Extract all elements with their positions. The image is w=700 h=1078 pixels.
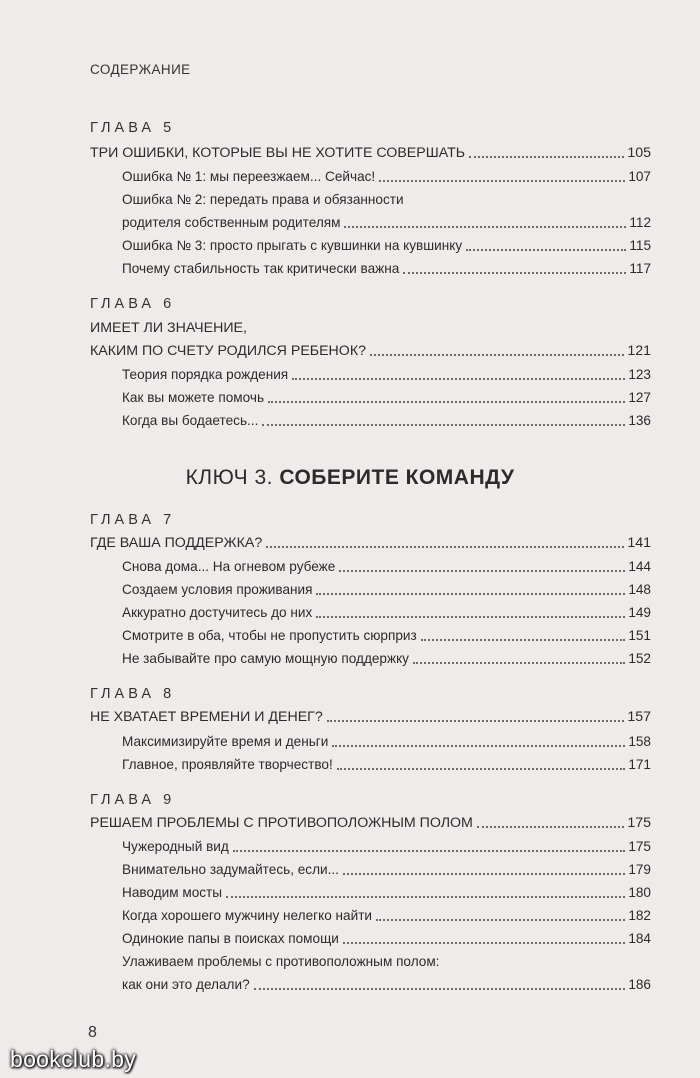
toc-entry (122, 650, 651, 668)
toc-entry-title: ГДЕ ВАША ПОДДЕРЖКА? (90, 535, 263, 551)
running-head: СОДЕРЖАНИЕ (90, 62, 191, 77)
toc-page-number: 184 (628, 931, 651, 946)
dot-leader (316, 615, 625, 618)
toc-entry (90, 814, 651, 832)
toc-entry (90, 708, 651, 726)
toc-page-number: 121 (627, 343, 651, 359)
toc-page-number: 171 (628, 757, 651, 772)
toc-entry-title: Наводим мосты (122, 885, 223, 900)
page-number: 8 (88, 1024, 97, 1041)
chapter-label: ГЛАВА 8 (90, 686, 176, 702)
dot-leader (262, 423, 625, 426)
dot-leader (327, 719, 625, 722)
dot-leader (268, 400, 625, 403)
toc-entry-title: Ошибка № 2: передать права и обязанности (122, 192, 404, 207)
toc-entry (122, 907, 651, 925)
dot-leader (344, 225, 626, 228)
dot-leader (413, 661, 625, 664)
toc-page-number: 182 (628, 908, 651, 923)
toc-page-number: 144 (628, 559, 651, 574)
toc-page-number: 123 (628, 367, 651, 382)
toc-entry-title: Главное, проявляйте творчество! (122, 757, 333, 772)
toc-entry (122, 260, 651, 278)
toc-entry (122, 884, 651, 902)
toc-entry-title: ИМЕЕТ ЛИ ЗНАЧЕНИЕ, (90, 320, 247, 336)
toc-page-number: 112 (629, 215, 651, 230)
dot-leader (379, 179, 625, 182)
dot-leader (266, 545, 624, 548)
dot-leader (316, 592, 625, 595)
toc-page-number: 148 (628, 582, 651, 597)
toc-entry-title: НЕ ХВАТАЕТ ВРЕМЕНИ И ДЕНЕГ? (90, 709, 323, 725)
chapter-label: ГЛАВА 9 (90, 792, 176, 808)
toc-entry (122, 733, 651, 751)
dot-leader (343, 941, 625, 944)
toc-page-number: 136 (628, 413, 651, 428)
toc-page-number: 107 (628, 169, 651, 184)
dot-leader (226, 895, 625, 898)
toc-entry (122, 581, 651, 599)
dot-leader (469, 155, 624, 158)
toc-entry (122, 168, 651, 186)
toc-entry-title: РЕШАЕМ ПРОБЛЕМЫ С ПРОТИВОПОЛОЖНЫМ ПОЛОМ (90, 815, 473, 831)
toc-page-number: 179 (628, 862, 651, 877)
toc-entry-title: Ошибка № 1: мы переезжаем... Сейчас! (122, 169, 376, 184)
toc-entry-title: Смотрите в оба, чтобы не пропустить сюрприз (122, 628, 417, 643)
chapter-label: ГЛАВА 6 (90, 296, 176, 312)
toc-page-number: 141 (627, 535, 651, 551)
toc-entry (122, 366, 651, 384)
toc-entry-title: Когда хорошего мужчину нелегко найти (122, 908, 373, 923)
toc-entry (122, 214, 651, 232)
toc-page-number: 180 (628, 885, 651, 900)
toc-page-number: 152 (628, 651, 651, 666)
toc-entry-title: Теория порядка рождения (122, 367, 289, 382)
toc-entry (122, 412, 651, 430)
section-heading (0, 466, 700, 490)
section-prefix: КЛЮЧ 3. (185, 466, 273, 489)
toc-entry (122, 389, 651, 407)
toc-entry-title: Почему стабильность так критически важна (122, 261, 400, 276)
dot-leader (332, 744, 625, 747)
dot-leader (466, 248, 626, 251)
toc-page-number: 158 (628, 734, 651, 749)
toc-page-number: 175 (627, 815, 651, 831)
toc-entry-title: Чужеродный вид (122, 839, 229, 854)
chapter-label: ГЛАВА 5 (90, 120, 176, 136)
toc-entry (122, 756, 651, 774)
toc-page-number: 149 (628, 605, 651, 620)
toc-entry (122, 627, 651, 645)
dot-leader (233, 849, 626, 852)
toc-entry (122, 558, 651, 576)
toc-entry-title: Ошибка № 3: просто прыгать с кувшинки на кувшинку (122, 238, 463, 253)
toc-entry-title: Как вы можете помочь (122, 390, 265, 405)
toc-page-number: 151 (628, 628, 651, 643)
dot-leader (403, 271, 626, 274)
dot-leader (376, 918, 625, 921)
dot-leader (370, 353, 624, 356)
dot-leader (343, 872, 625, 875)
dot-leader (339, 569, 625, 572)
toc-entry (122, 604, 651, 622)
toc-entry-title: родителя собственным родителям (122, 215, 341, 230)
chapter-label: ГЛАВА 7 (90, 512, 176, 528)
dot-leader (421, 638, 626, 641)
toc-entry-title: КАКИМ ПО СЧЕТУ РОДИЛСЯ РЕБЕНОК? (90, 343, 366, 359)
toc-entry-title: Снова дома... На огневом рубеже (122, 559, 336, 574)
toc-entry-title: Максимизируйте время и деньги (122, 734, 329, 749)
toc-page-number: 157 (627, 709, 651, 725)
toc-page-number: 175 (628, 839, 651, 854)
toc-entry-title: ТРИ ОШИБКИ, КОТОРЫЕ ВЫ НЕ ХОТИТЕ СОВЕРШАТЬ (90, 145, 466, 161)
dot-leader (337, 767, 626, 770)
toc-entry (90, 144, 651, 162)
toc-page-number: 115 (629, 238, 651, 253)
toc-entry-title: Создаем условия проживания (122, 582, 313, 597)
toc-page-number: 127 (628, 390, 651, 405)
toc-entry (90, 534, 651, 552)
toc-entry-title: как они это делали? (122, 977, 250, 992)
toc-entry (122, 930, 651, 948)
toc-entry-title: Не забывайте про самую мощную поддержку (122, 651, 409, 666)
toc-entry-title: Внимательно задумайтесь, если... (122, 862, 339, 877)
dot-leader (477, 825, 624, 828)
toc-entry (90, 342, 651, 360)
toc-entry (122, 861, 651, 879)
toc-page-number: 186 (628, 977, 651, 992)
toc-page-number: 105 (627, 145, 651, 161)
watermark: bookclub.by (10, 1046, 137, 1072)
toc-entry-title: Улаживаем проблемы с противоположным полом: (122, 954, 440, 969)
dot-leader (254, 987, 626, 990)
toc-page-number: 117 (629, 261, 651, 276)
toc-entry (122, 838, 651, 856)
toc-entry (122, 237, 651, 255)
toc-entry (122, 976, 651, 994)
dot-leader (292, 377, 625, 380)
toc-entry-title: Когда вы бодаетесь... (122, 413, 259, 428)
toc-entry-title: Аккуратно достучитесь до них (122, 605, 313, 620)
section-title: СОБЕРИТЕ КОМАНДУ (279, 466, 515, 489)
toc-entry-title: Одинокие папы в поисках помощи (122, 931, 339, 946)
